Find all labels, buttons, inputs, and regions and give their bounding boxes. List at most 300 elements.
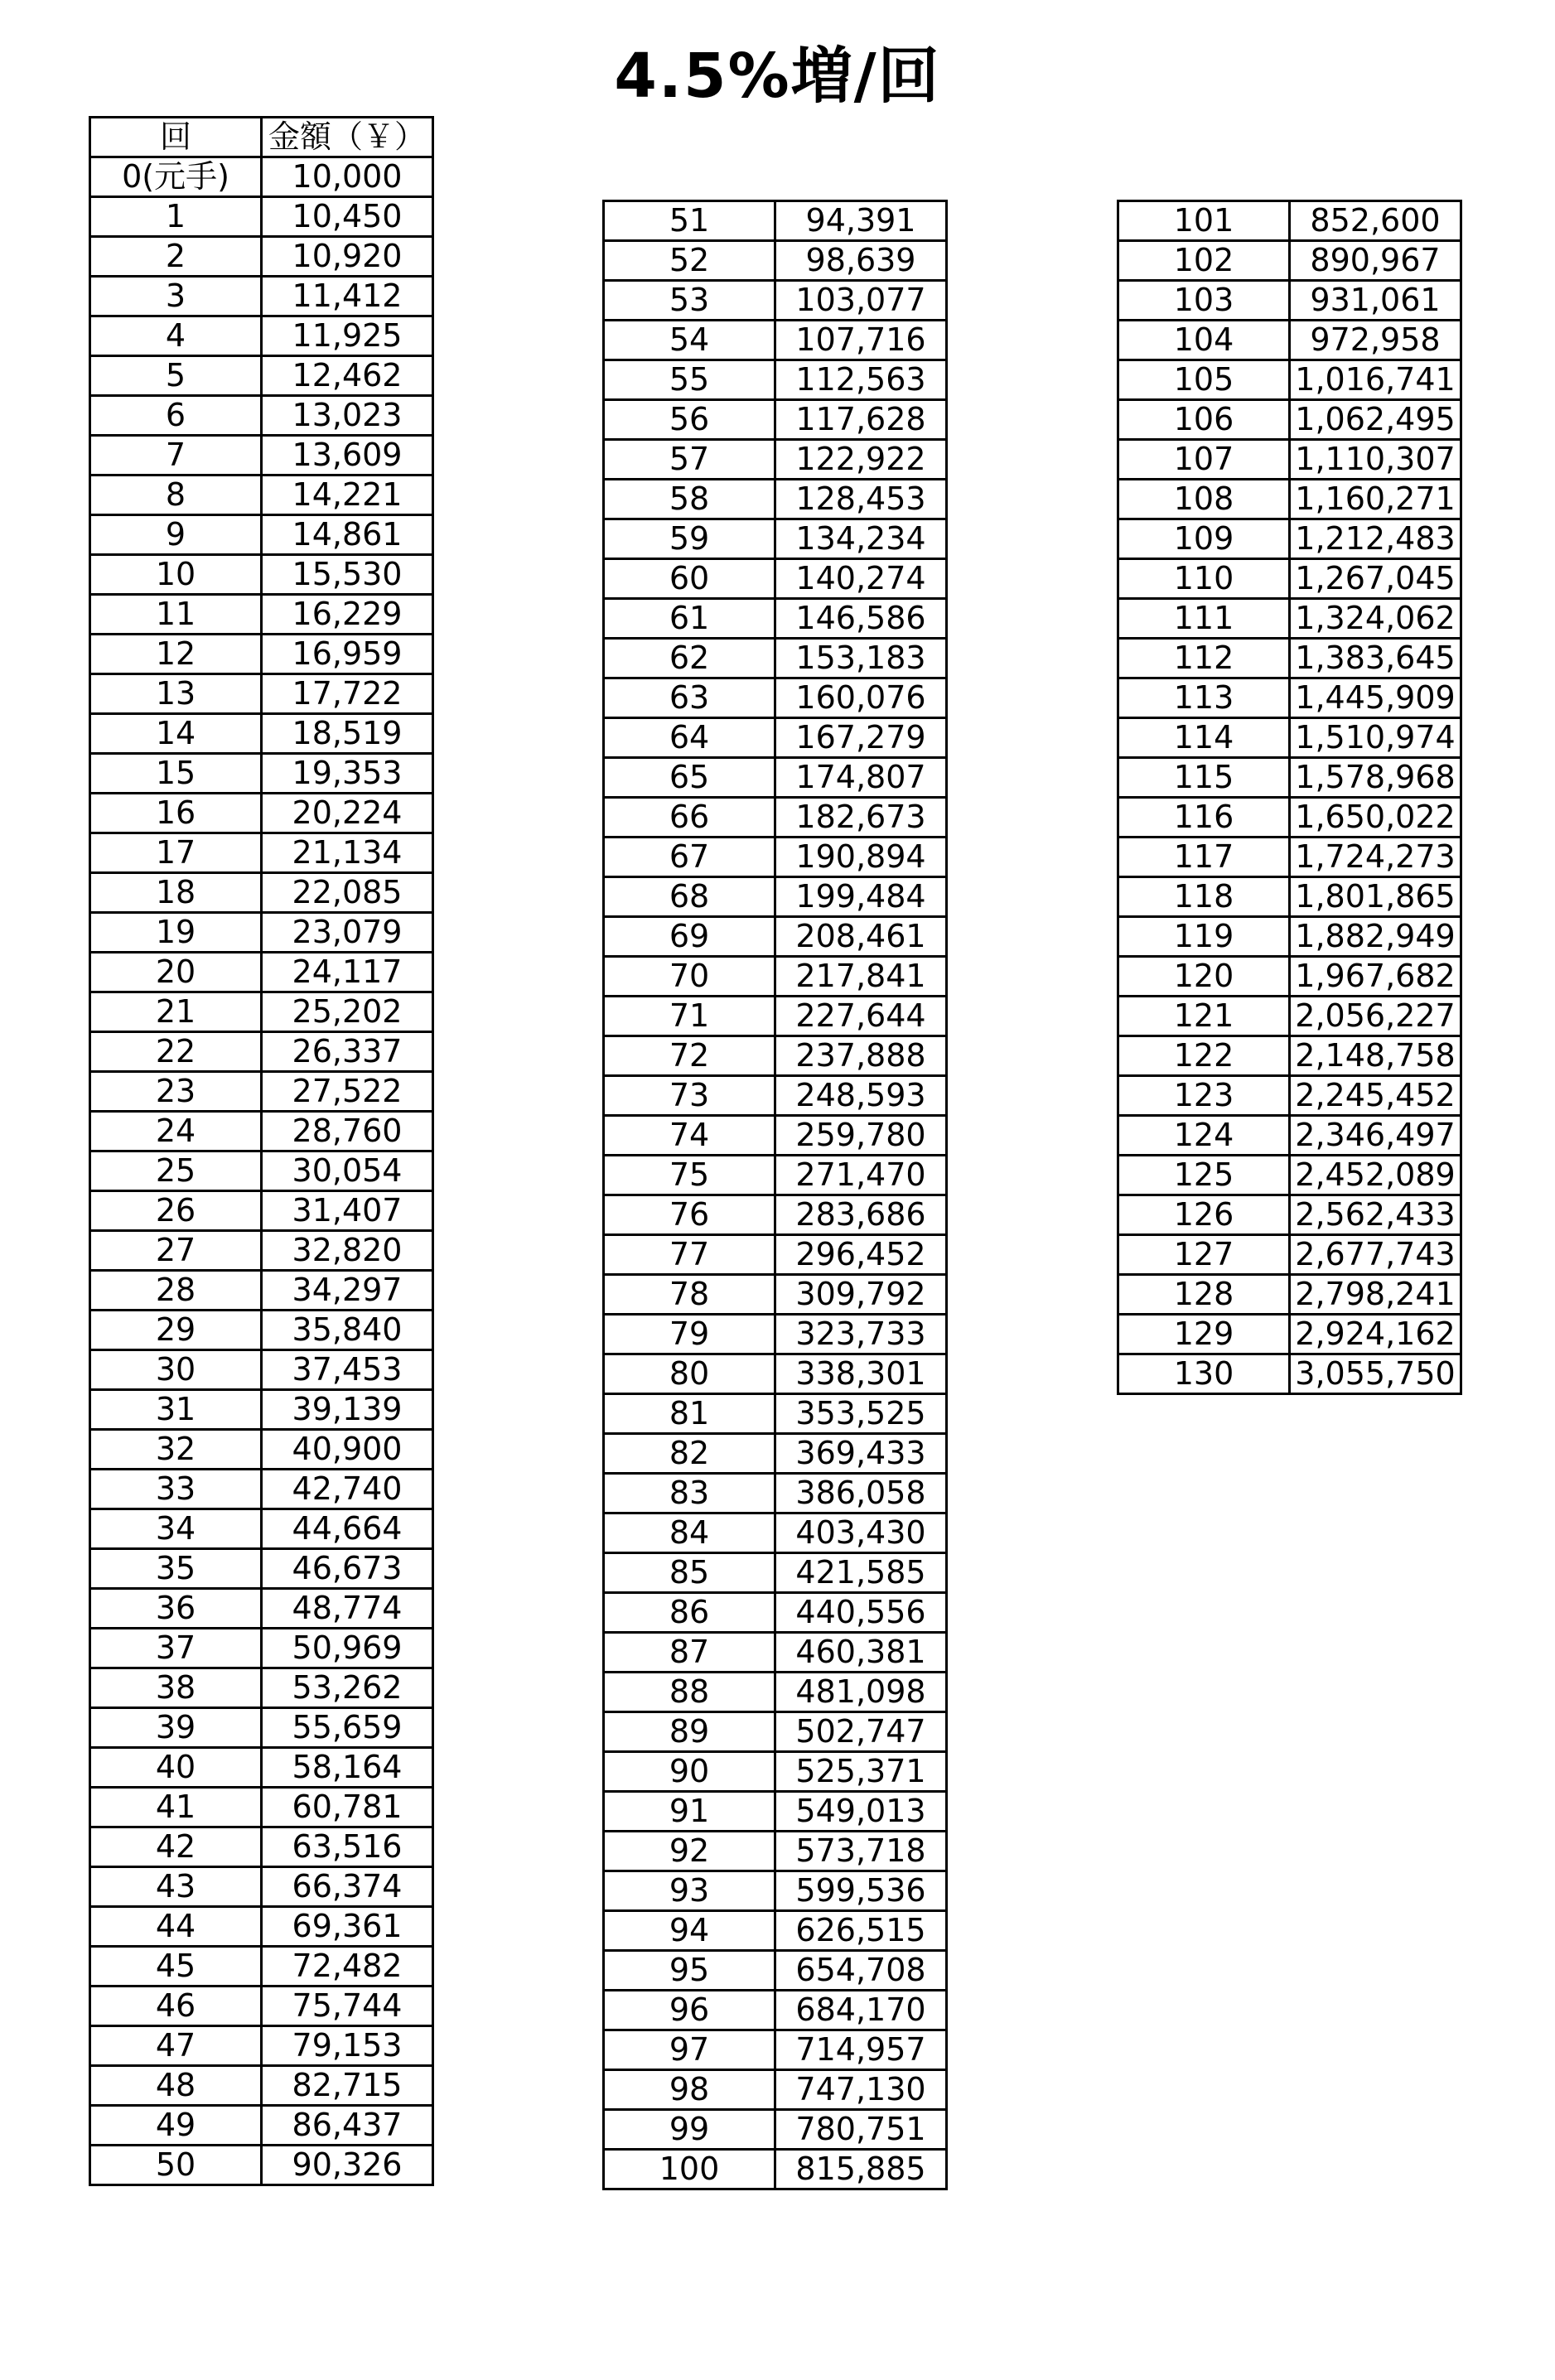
- table-row: [90, 595, 433, 635]
- cell-kai: 45: [90, 1947, 262, 1987]
- cell-amount: 714,957: [775, 2030, 947, 2070]
- cell-kai: 8: [90, 476, 262, 515]
- table-row: [90, 1947, 433, 1987]
- table-row: [604, 1951, 947, 1991]
- cell-kai: 121: [1118, 997, 1290, 1036]
- table-row: [604, 1394, 947, 1434]
- cell-amount: 75,744: [262, 1987, 433, 2026]
- table-row: [604, 678, 947, 718]
- table-row: [604, 1911, 947, 1951]
- table-row: [1118, 1195, 1461, 1235]
- table-row: [604, 1235, 947, 1275]
- cell-kai: 22: [90, 1032, 262, 1072]
- cell-kai: 12: [90, 635, 262, 674]
- cell-kai: 92: [604, 1832, 775, 1871]
- cell-amount: 353,525: [775, 1394, 947, 1434]
- table-row: [604, 957, 947, 997]
- cell-kai: 95: [604, 1951, 775, 1991]
- cell-kai: 47: [90, 2026, 262, 2066]
- cell-kai: 44: [90, 1907, 262, 1947]
- table-row: [604, 1474, 947, 1513]
- table-row: [90, 1589, 433, 1629]
- cell-kai: 41: [90, 1788, 262, 1827]
- table-row: [1118, 1275, 1461, 1315]
- cell-amount: 502,747: [775, 1712, 947, 1752]
- table-row: [1118, 281, 1461, 321]
- table-row: [90, 476, 433, 515]
- cell-kai: 52: [604, 241, 775, 281]
- growth-table-2-body: [604, 201, 947, 2189]
- table-row: [1118, 599, 1461, 639]
- cell-amount: 17,722: [262, 674, 433, 714]
- table-row: [90, 1907, 433, 1947]
- table-row: [604, 1712, 947, 1752]
- table-row: [90, 555, 433, 595]
- table-row: [604, 1076, 947, 1116]
- header-kai: 回: [90, 118, 262, 157]
- table-row: [1118, 917, 1461, 957]
- cell-kai: 94: [604, 1911, 775, 1951]
- cell-amount: 237,888: [775, 1036, 947, 1076]
- cell-amount: 3,055,750: [1290, 1354, 1461, 1394]
- cell-kai: 79: [604, 1315, 775, 1354]
- cell-amount: 1,801,865: [1290, 877, 1461, 917]
- table-row: [90, 277, 433, 316]
- table-row: [90, 2066, 433, 2106]
- cell-kai: 75: [604, 1156, 775, 1195]
- table-row: [604, 1434, 947, 1474]
- cell-kai: 115: [1118, 758, 1290, 798]
- cell-kai: 129: [1118, 1315, 1290, 1354]
- cell-amount: 82,715: [262, 2066, 433, 2106]
- cell-amount: 63,516: [262, 1827, 433, 1867]
- cell-kai: 32: [90, 1430, 262, 1470]
- table-row: [90, 1350, 433, 1390]
- cell-amount: 654,708: [775, 1951, 947, 1991]
- cell-amount: 852,600: [1290, 201, 1461, 241]
- cell-kai: 120: [1118, 957, 1290, 997]
- cell-kai: 104: [1118, 321, 1290, 360]
- growth-table-3: [1117, 200, 1462, 1395]
- cell-amount: 44,664: [262, 1509, 433, 1549]
- table-row: [90, 794, 433, 833]
- cell-amount: 369,433: [775, 1434, 947, 1474]
- table-row: [604, 2030, 947, 2070]
- cell-kai: 31: [90, 1390, 262, 1430]
- table-row: [1118, 1156, 1461, 1195]
- cell-kai: 81: [604, 1394, 775, 1434]
- cell-kai: 91: [604, 1792, 775, 1832]
- table-row: [90, 913, 433, 953]
- cell-amount: 1,016,741: [1290, 360, 1461, 400]
- cell-kai: 65: [604, 758, 775, 798]
- cell-amount: 1,724,273: [1290, 838, 1461, 877]
- cell-kai: 1: [90, 197, 262, 237]
- cell-kai: 102: [1118, 241, 1290, 281]
- table-row: [604, 1036, 947, 1076]
- cell-amount: 22,085: [262, 873, 433, 913]
- cell-amount: 10,450: [262, 197, 433, 237]
- cell-kai: 38: [90, 1668, 262, 1708]
- cell-kai: 50: [90, 2146, 262, 2185]
- cell-kai: 24: [90, 1112, 262, 1151]
- cell-amount: 248,593: [775, 1076, 947, 1116]
- cell-kai: 42: [90, 1827, 262, 1867]
- cell-amount: 1,062,495: [1290, 400, 1461, 440]
- cell-kai: 2: [90, 237, 262, 277]
- cell-amount: 323,733: [775, 1315, 947, 1354]
- cell-amount: 35,840: [262, 1311, 433, 1350]
- cell-kai: 10: [90, 555, 262, 595]
- cell-kai: 6: [90, 396, 262, 436]
- cell-amount: 190,894: [775, 838, 947, 877]
- table-row: [604, 1593, 947, 1633]
- cell-kai: 15: [90, 754, 262, 794]
- cell-kai: 119: [1118, 917, 1290, 957]
- table-row: [1118, 1235, 1461, 1275]
- cell-kai: 90: [604, 1752, 775, 1792]
- cell-kai: 57: [604, 440, 775, 480]
- cell-amount: 626,515: [775, 1911, 947, 1951]
- cell-kai: 110: [1118, 559, 1290, 599]
- cell-kai: 78: [604, 1275, 775, 1315]
- cell-amount: 1,967,682: [1290, 957, 1461, 997]
- cell-kai: 64: [604, 718, 775, 758]
- cell-kai: 36: [90, 1589, 262, 1629]
- cell-kai: 7: [90, 436, 262, 476]
- cell-amount: 1,445,909: [1290, 678, 1461, 718]
- cell-amount: 146,586: [775, 599, 947, 639]
- cell-amount: 40,900: [262, 1430, 433, 1470]
- cell-kai: 68: [604, 877, 775, 917]
- cell-amount: 86,437: [262, 2106, 433, 2146]
- table-row: [90, 1112, 433, 1151]
- cell-kai: 61: [604, 599, 775, 639]
- table-row: [1118, 1076, 1461, 1116]
- cell-amount: 227,644: [775, 997, 947, 1036]
- table-row: [90, 1509, 433, 1549]
- table-row: [604, 917, 947, 957]
- table-row: [90, 1827, 433, 1867]
- cell-kai: 84: [604, 1513, 775, 1553]
- cell-amount: 11,925: [262, 316, 433, 356]
- cell-amount: 1,160,271: [1290, 480, 1461, 519]
- table-row: [1118, 997, 1461, 1036]
- cell-kai: 127: [1118, 1235, 1290, 1275]
- cell-kai: 101: [1118, 201, 1290, 241]
- cell-amount: 525,371: [775, 1752, 947, 1792]
- cell-amount: 549,013: [775, 1792, 947, 1832]
- cell-kai: 98: [604, 2070, 775, 2110]
- cell-kai: 63: [604, 678, 775, 718]
- cell-amount: 14,861: [262, 515, 433, 555]
- cell-kai: 34: [90, 1509, 262, 1549]
- cell-kai: 28: [90, 1271, 262, 1311]
- cell-kai: 16: [90, 794, 262, 833]
- table-row: [1118, 877, 1461, 917]
- table-row: [604, 1673, 947, 1712]
- table-row: [1118, 519, 1461, 559]
- cell-amount: 117,628: [775, 400, 947, 440]
- table-row: [604, 321, 947, 360]
- cell-kai: 80: [604, 1354, 775, 1394]
- table-row: [604, 360, 947, 400]
- cell-amount: 972,958: [1290, 321, 1461, 360]
- cell-amount: 167,279: [775, 718, 947, 758]
- cell-amount: 217,841: [775, 957, 947, 997]
- cell-amount: 283,686: [775, 1195, 947, 1235]
- table-row: [1118, 758, 1461, 798]
- cell-amount: 1,324,062: [1290, 599, 1461, 639]
- table-row: [1118, 400, 1461, 440]
- cell-amount: 13,023: [262, 396, 433, 436]
- cell-kai: 54: [604, 321, 775, 360]
- cell-kai: 71: [604, 997, 775, 1036]
- cell-amount: 421,585: [775, 1553, 947, 1593]
- cell-kai: 49: [90, 2106, 262, 2146]
- table-row: [1118, 559, 1461, 599]
- table-row: [604, 480, 947, 519]
- cell-kai: 20: [90, 953, 262, 992]
- cell-amount: 94,391: [775, 201, 947, 241]
- cell-kai: 122: [1118, 1036, 1290, 1076]
- cell-amount: 2,798,241: [1290, 1275, 1461, 1315]
- table-row: [604, 1792, 947, 1832]
- cell-kai: 5: [90, 356, 262, 396]
- cell-amount: 34,297: [262, 1271, 433, 1311]
- table-row: [90, 1629, 433, 1668]
- cell-amount: 98,639: [775, 241, 947, 281]
- table-row: [604, 718, 947, 758]
- cell-amount: 2,677,743: [1290, 1235, 1461, 1275]
- table-row: [90, 396, 433, 436]
- cell-kai: 33: [90, 1470, 262, 1509]
- table-row: [90, 635, 433, 674]
- table-row: [1118, 1315, 1461, 1354]
- cell-amount: 24,117: [262, 953, 433, 992]
- cell-kai: 58: [604, 480, 775, 519]
- cell-kai: 53: [604, 281, 775, 321]
- cell-kai: 126: [1118, 1195, 1290, 1235]
- table-row: [604, 1991, 947, 2030]
- cell-kai: 73: [604, 1076, 775, 1116]
- table-row: [90, 1748, 433, 1788]
- table-row: [1118, 321, 1461, 360]
- table-row: [604, 1116, 947, 1156]
- table-row: [604, 1871, 947, 1911]
- cell-kai: 103: [1118, 281, 1290, 321]
- table-row: [1118, 201, 1461, 241]
- cell-amount: 296,452: [775, 1235, 947, 1275]
- cell-amount: 58,164: [262, 1748, 433, 1788]
- cell-amount: 573,718: [775, 1832, 947, 1871]
- cell-kai: 74: [604, 1116, 775, 1156]
- table-row: [1118, 798, 1461, 838]
- table-row: [90, 1708, 433, 1748]
- cell-kai: 67: [604, 838, 775, 877]
- cell-amount: 815,885: [775, 2150, 947, 2189]
- table-row: [90, 316, 433, 356]
- table-row: [604, 2110, 947, 2150]
- table-row: [604, 639, 947, 678]
- cell-amount: 39,139: [262, 1390, 433, 1430]
- table-row: [90, 237, 433, 277]
- table-row: [604, 1553, 947, 1593]
- cell-kai: 125: [1118, 1156, 1290, 1195]
- cell-amount: 309,792: [775, 1275, 947, 1315]
- cell-kai: 106: [1118, 400, 1290, 440]
- table-row: [1118, 1036, 1461, 1076]
- table-row: [604, 2070, 947, 2110]
- table-row: [90, 356, 433, 396]
- cell-amount: 19,353: [262, 754, 433, 794]
- table-row: [1118, 440, 1461, 480]
- cell-amount: 174,807: [775, 758, 947, 798]
- table-row: [604, 1752, 947, 1792]
- cell-kai: 107: [1118, 440, 1290, 480]
- cell-kai: 30: [90, 1350, 262, 1390]
- table-row: [604, 838, 947, 877]
- cell-amount: 103,077: [775, 281, 947, 321]
- cell-kai: 83: [604, 1474, 775, 1513]
- cell-kai: 13: [90, 674, 262, 714]
- table-row: [604, 400, 947, 440]
- cell-kai: 112: [1118, 639, 1290, 678]
- cell-amount: 30,054: [262, 1151, 433, 1191]
- cell-kai: 118: [1118, 877, 1290, 917]
- cell-kai: 105: [1118, 360, 1290, 400]
- cell-amount: 112,563: [775, 360, 947, 400]
- cell-amount: 66,374: [262, 1867, 433, 1907]
- cell-kai: 43: [90, 1867, 262, 1907]
- cell-kai: 59: [604, 519, 775, 559]
- cell-kai: 55: [604, 360, 775, 400]
- table-row: [604, 440, 947, 480]
- cell-kai: 85: [604, 1553, 775, 1593]
- table-row: [604, 798, 947, 838]
- cell-amount: 16,229: [262, 595, 433, 635]
- table-row: [604, 1633, 947, 1673]
- cell-amount: 140,274: [775, 559, 947, 599]
- cell-kai: 109: [1118, 519, 1290, 559]
- growth-table-1-body: [90, 118, 433, 2185]
- cell-amount: 890,967: [1290, 241, 1461, 281]
- table-row: [90, 1390, 433, 1430]
- table-row: [90, 1549, 433, 1589]
- cell-amount: 1,882,949: [1290, 917, 1461, 957]
- cell-amount: 134,234: [775, 519, 947, 559]
- cell-amount: 259,780: [775, 1116, 947, 1156]
- table-row: [604, 281, 947, 321]
- cell-kai: 62: [604, 639, 775, 678]
- cell-kai: 48: [90, 2066, 262, 2106]
- cell-amount: 2,056,227: [1290, 997, 1461, 1036]
- table-row: [90, 436, 433, 476]
- cell-amount: 13,609: [262, 436, 433, 476]
- cell-kai: 60: [604, 559, 775, 599]
- cell-amount: 53,262: [262, 1668, 433, 1708]
- cell-amount: 50,969: [262, 1629, 433, 1668]
- cell-amount: 42,740: [262, 1470, 433, 1509]
- cell-amount: 747,130: [775, 2070, 947, 2110]
- cell-amount: 26,337: [262, 1032, 433, 1072]
- cell-amount: 69,361: [262, 1907, 433, 1947]
- table-row: [90, 674, 433, 714]
- table-row: [90, 1311, 433, 1350]
- cell-amount: 440,556: [775, 1593, 947, 1633]
- growth-table-1: [89, 116, 434, 2186]
- cell-kai: 18: [90, 873, 262, 913]
- cell-kai: 108: [1118, 480, 1290, 519]
- table-header-row: [90, 118, 433, 157]
- cell-kai: 82: [604, 1434, 775, 1474]
- cell-kai: 3: [90, 277, 262, 316]
- table-row: [604, 1513, 947, 1553]
- table-row: [90, 2026, 433, 2066]
- cell-kai: 39: [90, 1708, 262, 1748]
- table-row: [90, 833, 433, 873]
- table-row: [90, 953, 433, 992]
- cell-amount: 684,170: [775, 1991, 947, 2030]
- table-row: [604, 758, 947, 798]
- table-row: [604, 2150, 947, 2189]
- cell-amount: 199,484: [775, 877, 947, 917]
- table-row: [604, 519, 947, 559]
- table-row: [90, 1470, 433, 1509]
- table-row: [90, 2146, 433, 2185]
- cell-kai: 77: [604, 1235, 775, 1275]
- table-row: [604, 241, 947, 281]
- cell-kai: 21: [90, 992, 262, 1032]
- table-row: [90, 1788, 433, 1827]
- table-row: [90, 1191, 433, 1231]
- cell-amount: 1,267,045: [1290, 559, 1461, 599]
- table-row: [1118, 678, 1461, 718]
- cell-kai: 111: [1118, 599, 1290, 639]
- cell-amount: 128,453: [775, 480, 947, 519]
- table-row: [90, 1032, 433, 1072]
- table-row: [1118, 639, 1461, 678]
- cell-amount: 79,153: [262, 2026, 433, 2066]
- table-row: [1118, 1354, 1461, 1394]
- table-row: [1118, 957, 1461, 997]
- table-row: [1118, 241, 1461, 281]
- start-amount: 10,000: [262, 157, 433, 197]
- table-row: [604, 1315, 947, 1354]
- cell-amount: 37,453: [262, 1350, 433, 1390]
- cell-amount: 1,110,307: [1290, 440, 1461, 480]
- cell-amount: 599,536: [775, 1871, 947, 1911]
- cell-kai: 69: [604, 917, 775, 957]
- cell-amount: 25,202: [262, 992, 433, 1032]
- table-row: [90, 873, 433, 913]
- cell-kai: 40: [90, 1748, 262, 1788]
- cell-amount: 15,530: [262, 555, 433, 595]
- cell-kai: 93: [604, 1871, 775, 1911]
- table-row: [90, 1987, 433, 2026]
- table-row: [90, 1072, 433, 1112]
- cell-kai: 56: [604, 400, 775, 440]
- cell-amount: 2,562,433: [1290, 1195, 1461, 1235]
- cell-amount: 90,326: [262, 2146, 433, 2185]
- cell-amount: 122,922: [775, 440, 947, 480]
- cell-kai: 66: [604, 798, 775, 838]
- cell-amount: 10,920: [262, 237, 433, 277]
- table-row: [1118, 360, 1461, 400]
- cell-amount: 1,510,974: [1290, 718, 1461, 758]
- growth-table-2: [602, 200, 948, 2190]
- table-row: [90, 2106, 433, 2146]
